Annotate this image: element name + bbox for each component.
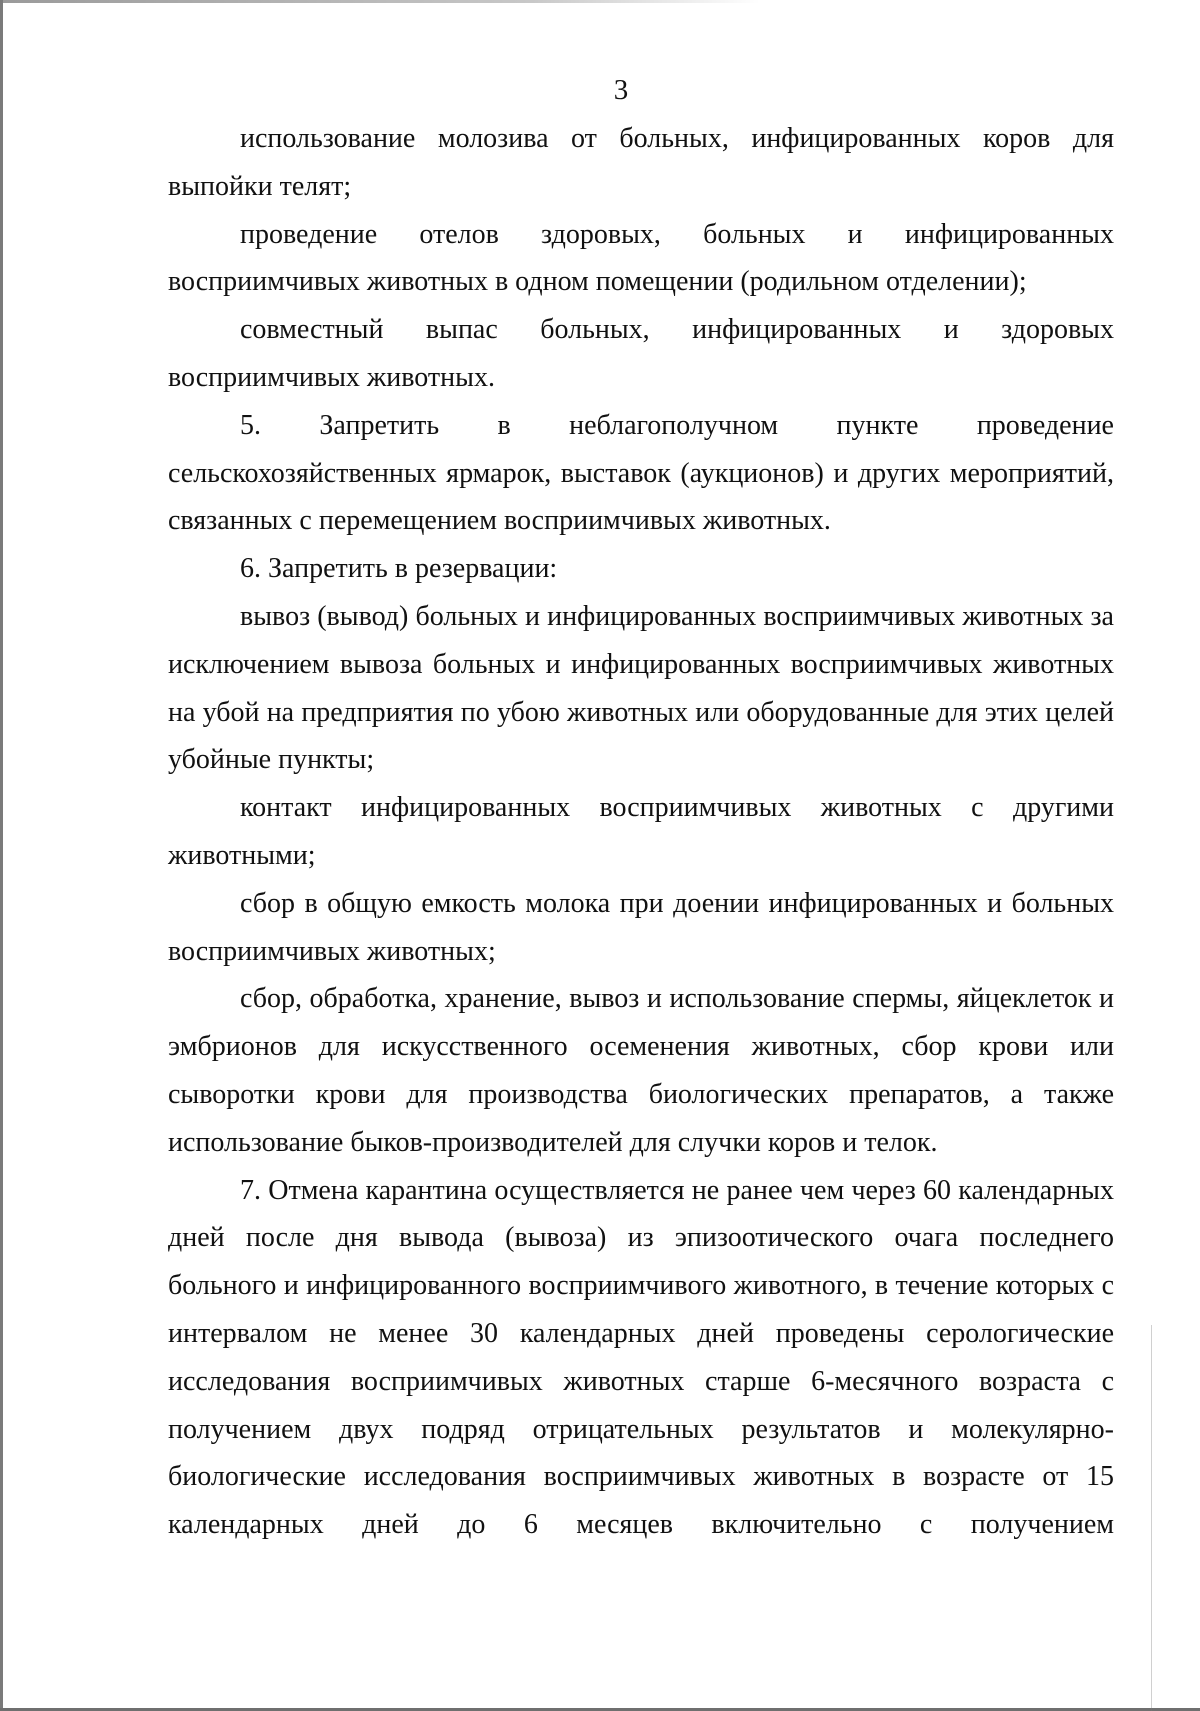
scan-edge-top [0,0,760,3]
paragraph-item-5: 5. Запретить в неблагополучном пункте проведение сельскохозяйственных ярмарок, выставок (аукционов) и других мероприятий, связанных с перемещением восприимчивых животных. [168,409,1114,537]
paragraph-contact: контакт инфицированных восприимчивых животных с другими животными; [168,792,1114,871]
paragraph-colostrum: использование молозива от больных, инфицированных коров для выпойки телят; [168,123,1114,202]
paragraph-item-7: 7. Отмена карантина осуществляется не ранее чем через 60 календарных дней после дня вывода (вывоза) из эпизоотического очага последнего больного и инфицированного восприимчивого животного, в течение которых с интервалом не менее 30 календарных дней проведены серологические исследования восприимчивых животных старше 6-месячного возраста с получением двух подряд отрицательных результатов и молекулярно-биологические исследования восприимчивых животных в возрасте от 15 календарных дней до 6 месяцев включительно с получением [168,1174,1114,1541]
paragraph-calving: проведение отелов здоровых, больных и инфицированных восприимчивых животных в одном помещении (родильном отделении); [168,218,1114,298]
paragraph-milk-collection: сбор в общую емкость молока при доении инфицированных и больных восприимчивых животных; [168,887,1114,967]
paragraph-item-6-heading: 6. Запретить в резервации: [240,553,558,585]
page-number: 3 [613,74,629,106]
paragraph-semen-embryos: сбор, обработка, хранение, вывоз и использование спермы, яйцеклеток и эмбрионов для искусственного осеменения животных, сбор крови или сыворотки крови для производства биологических препаратов, а также использование быков-производителей для случки коров и телок. [168,983,1114,1158]
scan-edge-left [0,0,3,1711]
scan-edge-right [1151,1325,1152,1711]
paragraph-grazing: совместный выпас больных, инфицированных и здоровых восприимчивых животных. [168,314,1114,393]
paragraph-export: вывоз (вывод) больных и инфицированных восприимчивых животных за исключением вывоза больных и инфицированных восприимчивых животных на убой на предприятия по убою животных или оборудованные для этих целей убойные пункты; [168,600,1114,776]
document-body [168,115,1114,1549]
